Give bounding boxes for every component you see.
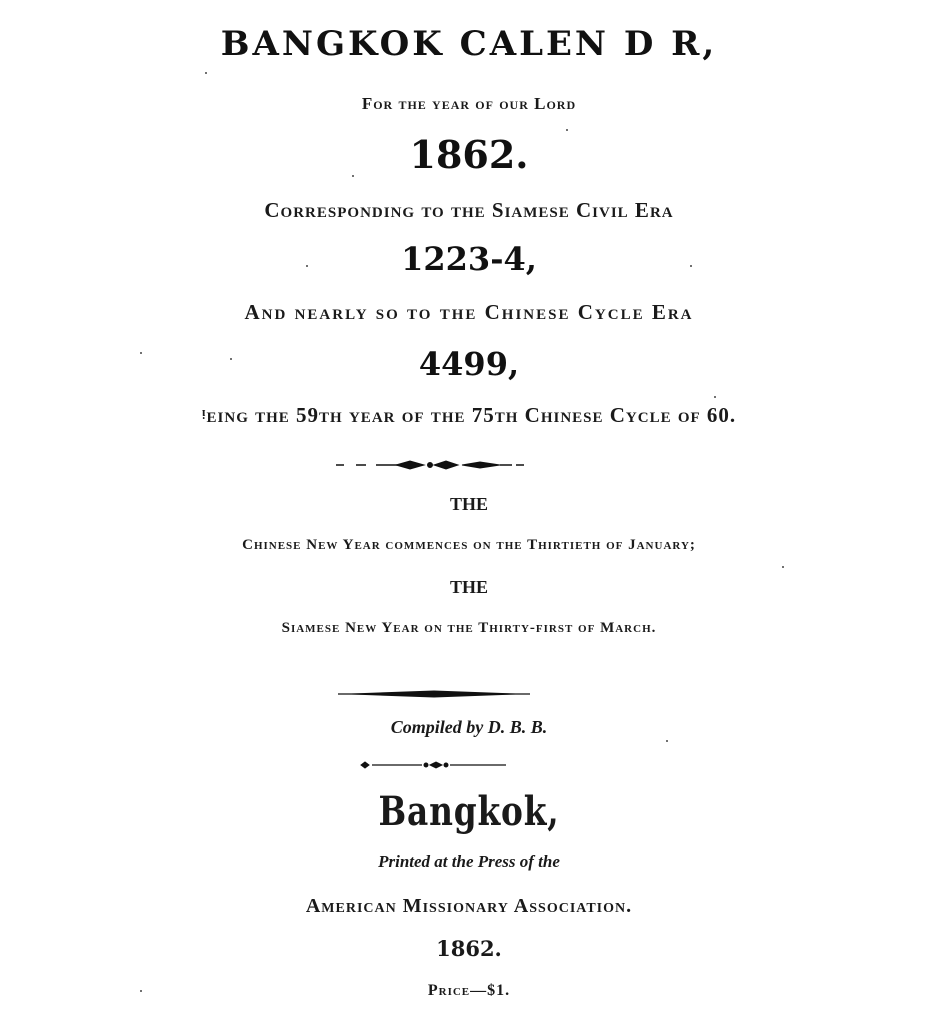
chinese-new-year-line: Chinese New Year commences on the Thirtieth of January; (242, 537, 696, 553)
dot-diamond-ornament (0, 757, 938, 773)
chinese-era-number: 4499, (418, 345, 520, 383)
chinese-cycle-line: And nearly so to the Chinese Cycle Era (244, 300, 694, 324)
for-the-year-line: For the year of our Lord (361, 94, 577, 113)
swelled-rule-ornament (0, 686, 938, 702)
printed-at-line: Printed at the Press of the (378, 852, 560, 871)
the-heading-1: THE (449, 494, 488, 514)
scan-speck (782, 566, 784, 568)
scan-speck (306, 265, 308, 267)
city-name: Bangkok, (378, 788, 560, 835)
price-line: Price—$1. (427, 982, 511, 999)
scan-speck (666, 740, 668, 742)
the-heading-2: THE (449, 577, 488, 597)
scan-speck (690, 265, 692, 267)
book-title: BANGKOK CALEN D R, (220, 24, 718, 64)
corresponding-line: Corresponding to the Siamese Civil Era (264, 198, 674, 222)
compiled-by-line: Compiled by D. B. B. (390, 717, 548, 737)
print-year: 1862. (436, 936, 502, 961)
dash-diamond-ornament (0, 456, 938, 474)
scan-speck (140, 352, 142, 354)
siamese-new-year-line: Siamese New Year on the Thirty-first of March. (281, 620, 657, 636)
association-line: American Missionary Association. (305, 895, 633, 917)
scan-speck (205, 72, 207, 74)
scan-speck (230, 358, 232, 360)
scan-speck (352, 175, 354, 177)
scan-speck (566, 129, 568, 131)
cycle-description-line: ᵎeing the 59th year of the 75th Chinese Cycle of 60. (201, 403, 737, 427)
scan-speck (140, 990, 142, 992)
siamese-era-number: 1223-4, (401, 240, 537, 278)
scan-speck (714, 396, 716, 398)
year-heading: 1862. (409, 132, 529, 177)
